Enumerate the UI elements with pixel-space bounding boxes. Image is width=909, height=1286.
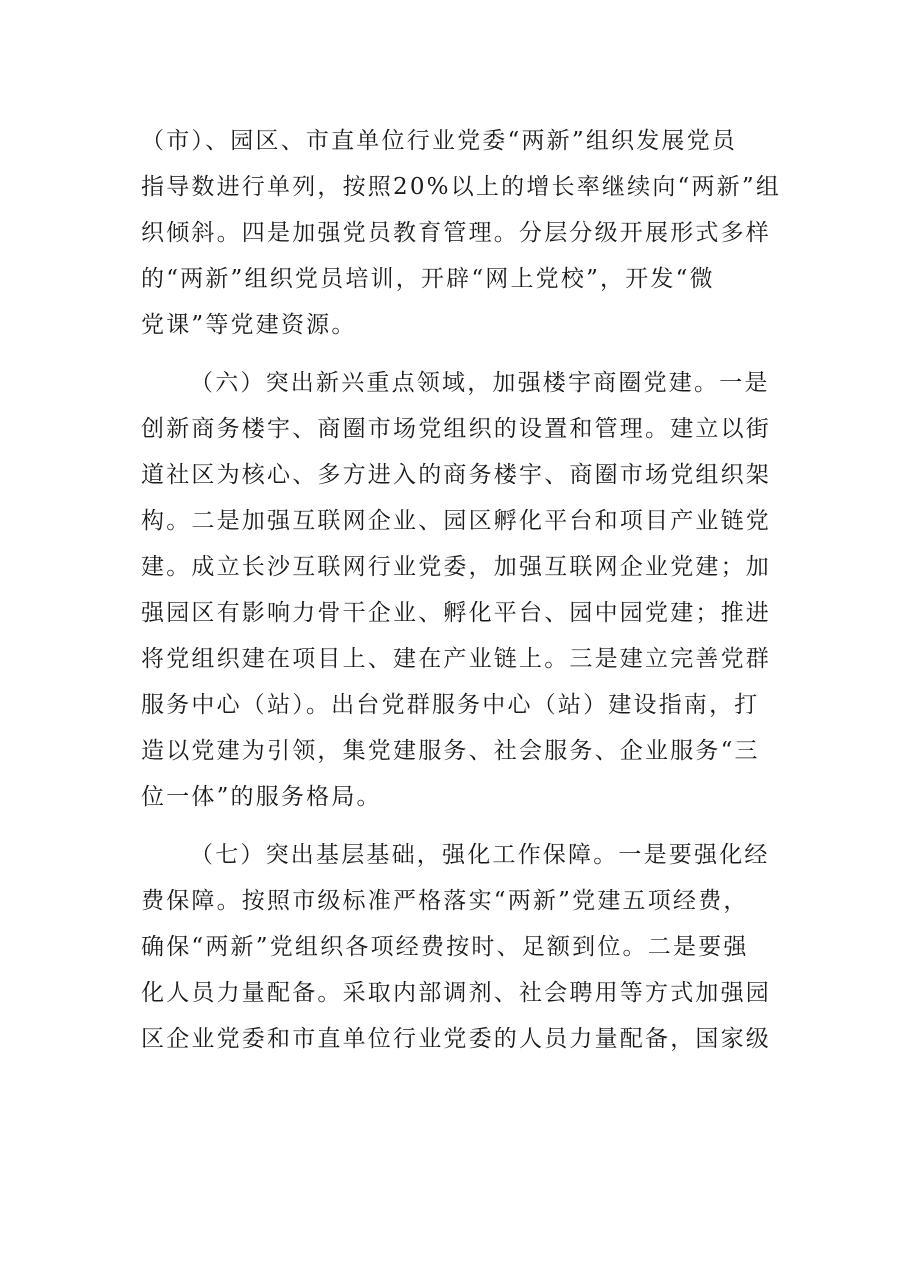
- text-line: 服务中心（站）。出台党群服务中心（站）建设指南，打: [141, 692, 760, 718]
- text-line: 化人员力量配备。采取内部调剂、社会聘用等方式加强园: [141, 980, 771, 1006]
- text-line: 位一体”的服务格局。: [141, 784, 382, 810]
- text-line: 区企业党委和市直单位行业党委的人员力量配备，国家级: [141, 1026, 771, 1052]
- text-line: 织倾斜。四是加强党员教育管理。分层分级开展形式多样: [141, 220, 771, 246]
- text-line: 将党组织建在项目上、建在产业链上。三是建立完善党群: [141, 646, 771, 672]
- document-body: [141, 118, 782, 1062]
- text-line: 的“两新”组织党员培训，开辟“网上党校”，开发“微: [141, 266, 715, 292]
- text-line: 造以党建为引领，集党建服务、社会服务、企业服务“三: [141, 738, 760, 764]
- text-line: （市）、园区、市直单位行业党委“两新”组织发展党员: [141, 128, 738, 154]
- paragraph-2: [141, 360, 777, 820]
- paragraph-spacer: [141, 820, 777, 832]
- text-line: 建。成立长沙互联网行业党委，加强互联网企业党建；加: [141, 554, 771, 580]
- text-line: 确保“两新”党组织各项经费按时、足额到位。二是要强: [141, 934, 749, 960]
- text-line: 费保障。按照市级标准严格落实“两新”党建五项经费，: [141, 888, 749, 914]
- text-line: 党课”等党建资源。: [141, 312, 357, 338]
- text-line: 强园区有影响力骨干企业、孵化平台、园中园党建；推进: [141, 600, 771, 626]
- text-line-first: （六）突出新兴重点领域，加强楼宇商圈党建。一是: [190, 370, 770, 396]
- text-line-first: （七）突出基层基础，强化工作保障。一是要强化经: [190, 842, 770, 868]
- paragraph-spacer: [141, 348, 777, 360]
- paragraph-3: [141, 832, 777, 1062]
- text-line: 道社区为核心、多方进入的商务楼宇、商圈市场党组织架: [141, 462, 771, 488]
- text-line: 指导数进行单列，按照20%以上的增长率继续向“两新”组: [141, 174, 782, 200]
- paragraph-1: [141, 118, 782, 348]
- text-line: 创新商务楼宇、商圈市场党组织的设置和管理。建立以街: [141, 416, 771, 442]
- text-line: 构。二是加强互联网企业、园区孵化平台和项目产业链党: [141, 508, 771, 534]
